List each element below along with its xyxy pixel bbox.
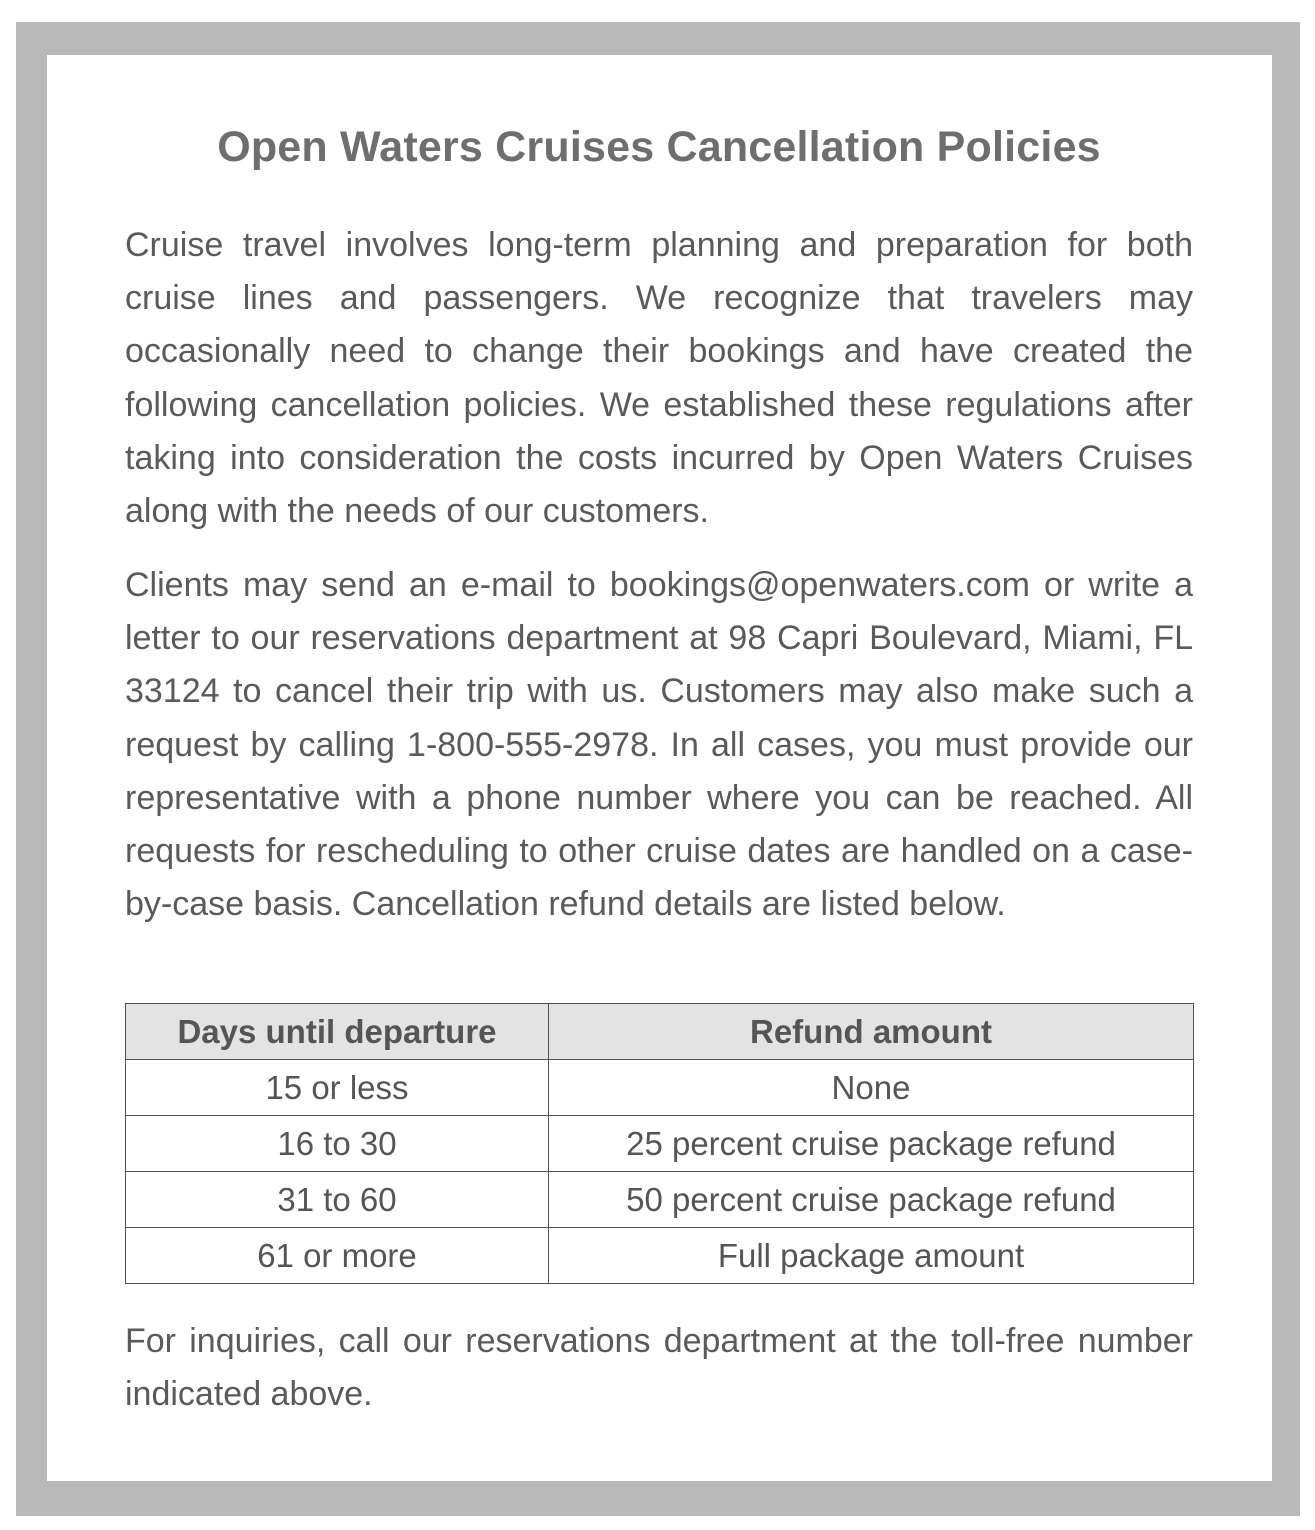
inquiries-paragraph: For inquiries, call our reservations department at the toll-free number indicated above.	[125, 1322, 1193, 1414]
document-title: Open Waters Cruises Cancellation Policies	[217, 123, 1101, 171]
table-header-row	[126, 1004, 1194, 1060]
header-refund-amount: Refund amount	[549, 1004, 1194, 1060]
refund-cell: 50 percent cruise package refund	[549, 1172, 1194, 1228]
days-cell: 15 or less	[126, 1060, 549, 1116]
intro-paragraph: Cruise travel involves long-term planning and preparation for both cruise lines and passengers. We recognize that travelers may occasionally need to change their bookings and have created the following cancellation policies. We established these regulations after taking into consideration the costs incurred by Open Waters Cruises along with the needs of our customers.	[125, 226, 1193, 531]
days-cell: 61 or more	[126, 1228, 549, 1284]
contact-paragraph: Clients may send an e-mail to bookings@openwaters.com or write a letter to our reservations department at 98 Capri Boulevard, Miami, FL 33124 to cancel their trip with us. Customers may also make such a request by calling 1-800-555-2978. In all cases, you must provide our representative with a phone number where you can be reached. All requests for rescheduling to other cruise dates are handled on a case-by-case basis. Cancellation refund details are listed below.	[125, 566, 1193, 924]
days-cell: 31 to 60	[126, 1172, 549, 1228]
table-row	[126, 1228, 1194, 1284]
outer-frame	[16, 22, 1300, 1516]
days-cell: 16 to 30	[126, 1116, 549, 1172]
table-row	[126, 1172, 1194, 1228]
table-row	[126, 1060, 1194, 1116]
refund-table	[125, 1003, 1194, 1284]
header-days-until-departure: Days until departure	[126, 1004, 549, 1060]
document-panel	[47, 55, 1272, 1481]
table-row	[126, 1116, 1194, 1172]
refund-cell: None	[549, 1060, 1194, 1116]
refund-cell: Full package amount	[549, 1228, 1194, 1284]
refund-cell: 25 percent cruise package refund	[549, 1116, 1194, 1172]
